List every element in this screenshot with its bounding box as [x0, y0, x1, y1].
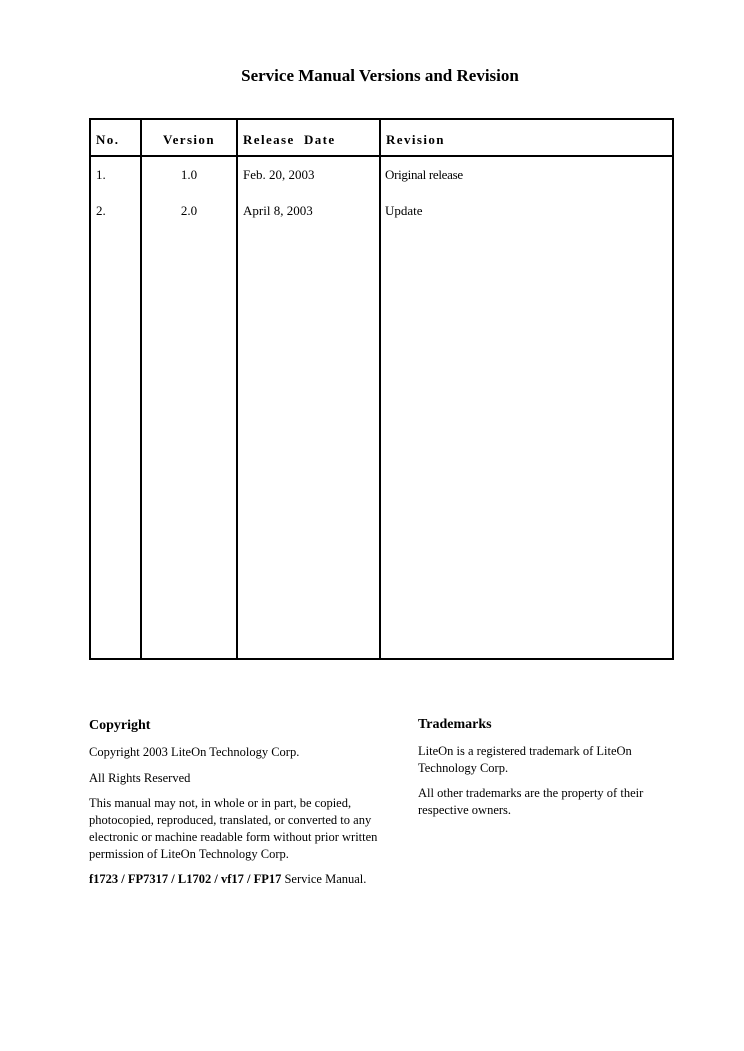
header-divider	[91, 155, 672, 157]
copyright-body: This manual may not, in whole or in part, be copied, photocopied, reproduced, translated, or converted to any electronic or machine readable form without prior written permission of LiteOn Technology Corp.	[89, 796, 378, 861]
copyright-heading: Copyright	[89, 718, 151, 733]
header-revision: Revision	[386, 132, 445, 147]
column-divider	[379, 120, 381, 658]
row-no: 2.	[96, 203, 106, 218]
manual-suffix: Service Manual.	[281, 872, 367, 886]
row-revision: Original release	[385, 167, 463, 182]
revision-table	[89, 118, 674, 660]
header-release-date: Release Date	[243, 132, 336, 147]
row-no: 1.	[96, 167, 106, 182]
rights-line: All Rights Reserved	[89, 771, 191, 785]
copyright-line: Copyright 2003 LiteOn Technology Corp.	[89, 745, 300, 759]
model-list: f1723 / FP7317 / L1702 / vf17 / FP17	[89, 872, 282, 886]
page-title: Service Manual Versions and Revision	[241, 66, 519, 85]
row-revision: Update	[385, 203, 423, 218]
model-line	[89, 871, 419, 888]
trademark-para: All other trademarks are the property of their respective owners.	[418, 786, 644, 817]
column-divider	[140, 120, 142, 658]
row-release-date: Feb. 20, 2003	[243, 167, 315, 182]
header-version: Version	[163, 132, 215, 147]
trademark-para: LiteOn is a registered trademark of LiteOn Technology Corp.	[418, 744, 632, 775]
row-version: 1.0	[180, 167, 198, 182]
trademarks-heading: Trademarks	[418, 717, 492, 732]
column-divider	[236, 120, 238, 658]
row-release-date: April 8, 2003	[243, 203, 313, 218]
row-version: 2.0	[180, 203, 198, 218]
header-no: No.	[96, 132, 120, 147]
